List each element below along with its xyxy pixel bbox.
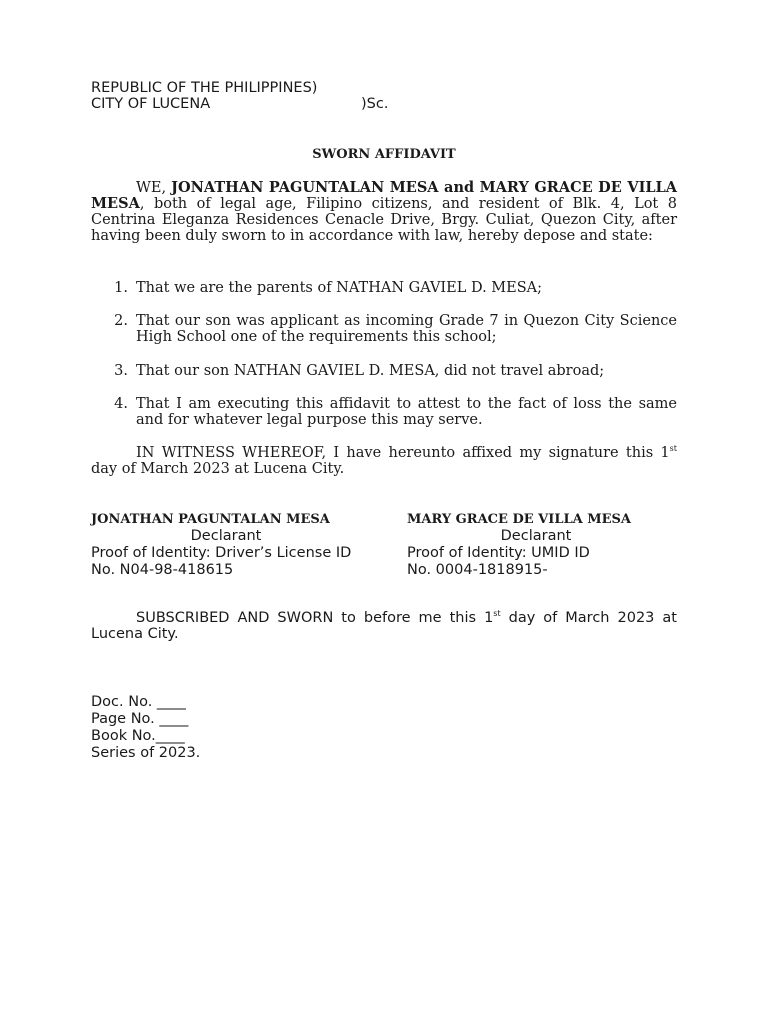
signatory-role: Declarant bbox=[500, 528, 572, 544]
book-number: Book No.____ bbox=[91, 728, 185, 744]
venue-republic: REPUBLIC OF THE PHILIPPINES) bbox=[91, 80, 318, 96]
venue-sc: )Sc. bbox=[361, 96, 389, 112]
venue-city: CITY OF LUCENA bbox=[91, 96, 211, 112]
series-year: Series of 2023. bbox=[91, 745, 201, 761]
page-number: Page No. ____ bbox=[91, 711, 189, 727]
item-number: 2. bbox=[114, 313, 128, 329]
item-text: That our son NATHAN GAVIEL D. MESA, did not travel abroad; bbox=[136, 363, 605, 379]
signatory-name: MARY GRACE DE VILLA MESA bbox=[407, 512, 632, 527]
signatory-name: JONATHAN PAGUNTALAN MESA bbox=[91, 512, 330, 527]
witness-text-post: day of March 2023 at Lucena City. bbox=[91, 461, 345, 477]
document-title: SWORN AFFIDAVIT bbox=[312, 147, 456, 162]
signatory-proof: Proof of Identity: Driver’s License ID bbox=[91, 545, 352, 561]
item-text: That our son was applicant as incoming Grade 7 in Quezon City Science High School one of the requirements this school; bbox=[136, 313, 677, 345]
jurat-text-pre: SUBSCRIBED AND SWORN to before me this 1 bbox=[136, 610, 494, 626]
witness-text-pre: IN WITNESS WHEREOF, I have hereunto affixed my signature this 1 bbox=[136, 445, 670, 461]
item-text: That I am executing this affidavit to attest to the fact of loss the same and for whatever legal purpose this may serve. bbox=[136, 396, 677, 428]
signatory-id-number: No. 0004-1818915- bbox=[407, 562, 548, 578]
intro-body: , both of legal age, Filipino citizens, and resident of Blk. 4, Lot 8 Centrina Eleganza Residences Cenacle Drive, Brgy. Culiat, Quezon City, after having been duly sworn to in accordance with law, hereby depose and state: bbox=[91, 196, 677, 244]
witness-paragraph bbox=[91, 445, 677, 477]
jurat-text-post: day of March 2023 at Lucena City. bbox=[91, 610, 677, 642]
item-text: That we are the parents of NATHAN GAVIEL D. MESA; bbox=[136, 280, 543, 296]
signatory-role: Declarant bbox=[190, 528, 262, 544]
item-number: 4. bbox=[114, 396, 128, 412]
witness-ordinal: st bbox=[669, 444, 677, 453]
signatory-id-number: No. N04-98-418615 bbox=[91, 562, 234, 578]
jurat-ordinal: st bbox=[493, 609, 501, 618]
jurat-paragraph bbox=[91, 610, 677, 642]
intro-we: WE, bbox=[136, 180, 172, 196]
signatory-proof: Proof of Identity: UMID ID bbox=[407, 545, 590, 561]
intro-paragraph bbox=[91, 180, 677, 244]
declarant-names: JONATHAN PAGUNTALAN MESA and MARY GRACE DE VILLA MESA bbox=[91, 179, 677, 212]
item-number: 1. bbox=[114, 280, 128, 296]
doc-number: Doc. No. ____ bbox=[91, 694, 186, 710]
item-number: 3. bbox=[114, 363, 128, 379]
